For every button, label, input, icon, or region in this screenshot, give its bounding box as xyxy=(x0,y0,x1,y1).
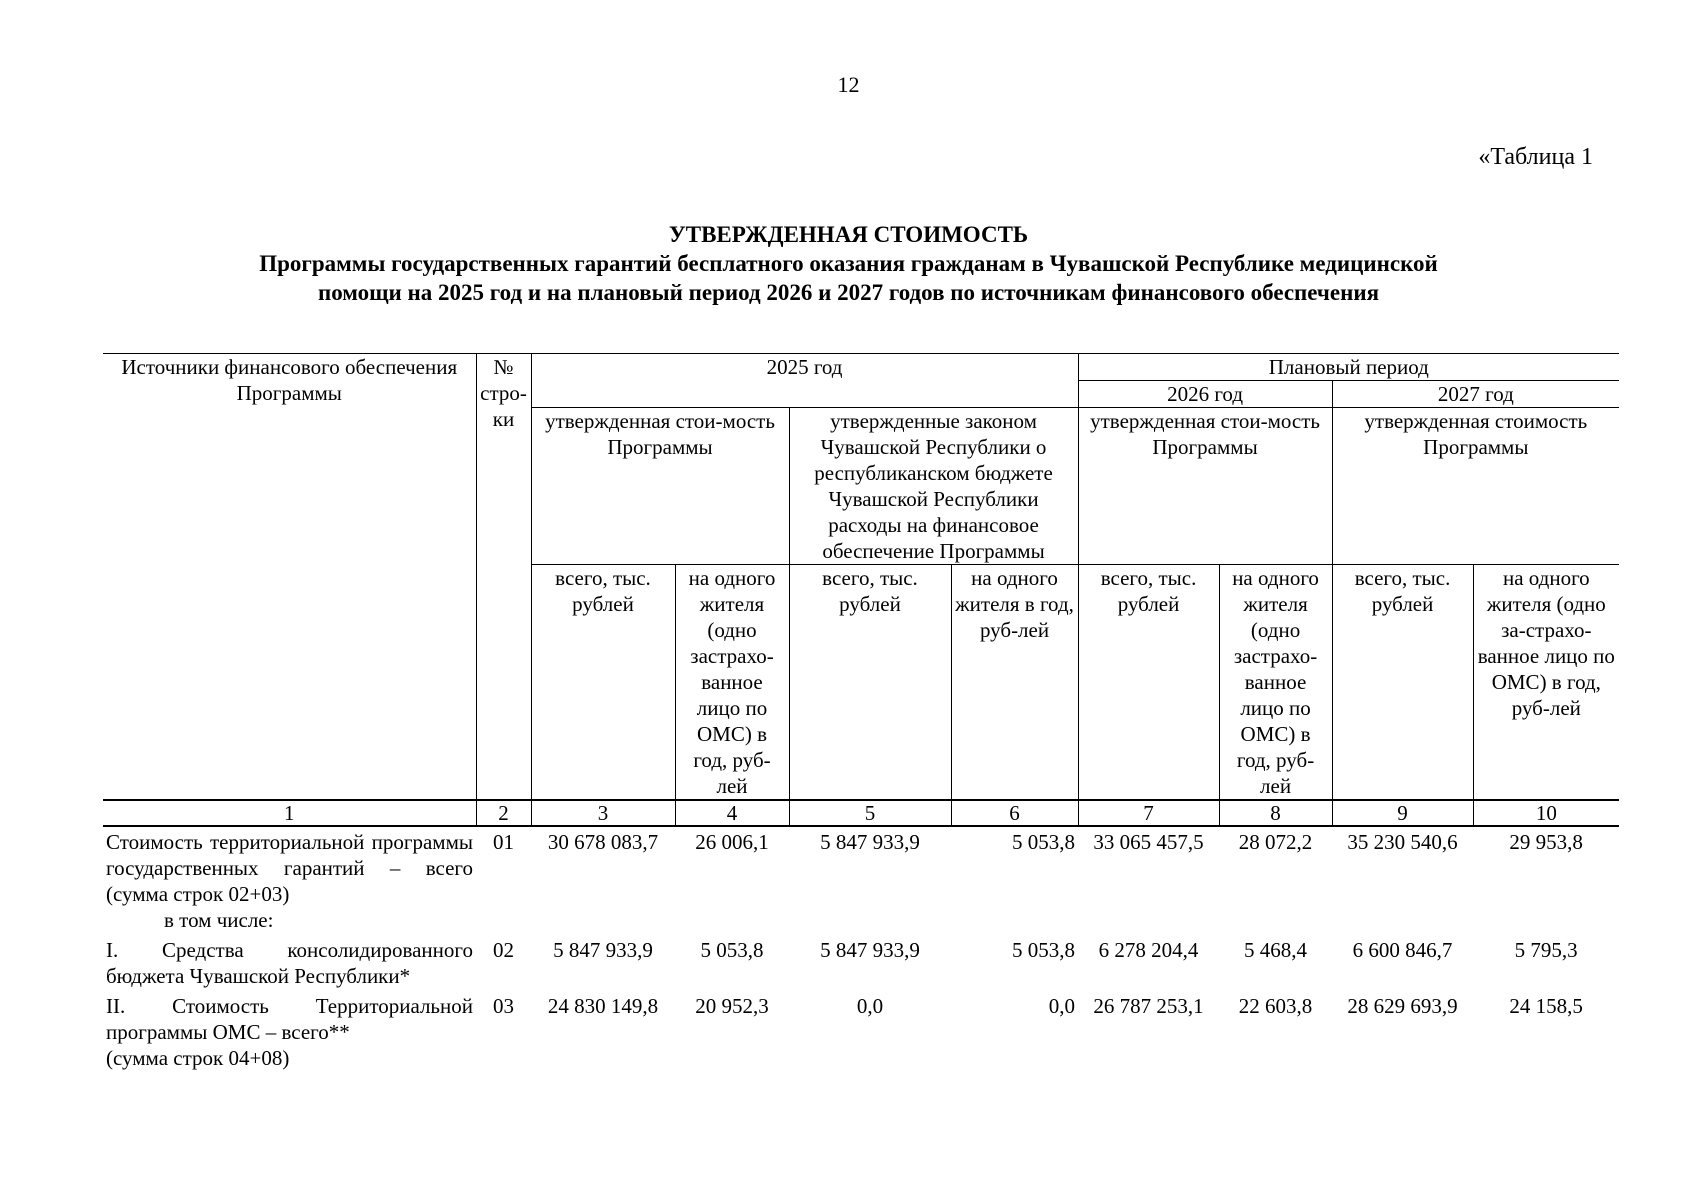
page-number: 12 xyxy=(837,72,860,97)
header-sources: Источники финансового обеспечения Программы xyxy=(103,354,476,801)
cell-value: 35 230 540,6 xyxy=(1347,830,1458,854)
row-name-text: Стоимость территориальной программы государственных гарантий – всего (сумма строк 02+03) xyxy=(106,830,473,906)
row-name xyxy=(103,826,476,933)
column-number: 3 xyxy=(531,800,675,826)
row-subtitle: в том числе: xyxy=(164,908,274,932)
table-row xyxy=(103,826,1619,933)
title-line-2: Программы государственных гарантий бесплатного оказания гражданам в Чувашской Республике медицинской xyxy=(259,251,1438,276)
column-number: 10 xyxy=(1473,800,1619,826)
column-number: 6 xyxy=(951,800,1078,826)
column-number: 5 xyxy=(789,800,951,826)
header-approved-by-law: утвержденные законом Чувашской Республики о республиканском бюджете Чувашской Республики расходы на финансовое обеспечение Программы xyxy=(789,408,1078,565)
cell-value: 5 847 933,9 xyxy=(820,938,920,962)
row-name-tail: (сумма строк 04+08) xyxy=(106,1046,290,1070)
cell-value: 28 072,2 xyxy=(1238,830,1313,854)
cell-value: 24 158,5 xyxy=(1509,994,1583,1018)
header-total-law: всего, тыс. рублей xyxy=(789,565,951,801)
cell-value: 22 603,8 xyxy=(1238,994,1313,1018)
cell-value: 5 468,4 xyxy=(1244,938,1308,962)
header-per-capita-2027: на одного жителя (одно за-страхо-ванное лицо по ОМС) в год, руб-лей xyxy=(1473,565,1619,801)
cell-value: 5 847 933,9 xyxy=(820,830,920,854)
row-name: I. Средства консолидированного бюджета Чувашской Республики* xyxy=(106,938,473,988)
cell-value: 0,0 xyxy=(856,994,884,1018)
table-label: «Таблица 1 xyxy=(1478,144,1593,170)
table-row xyxy=(103,989,1619,1071)
header-year-2026: 2026 год xyxy=(1078,381,1332,408)
row-number: 02 xyxy=(493,938,514,962)
cell-value: 33 065 457,5 xyxy=(1093,830,1204,854)
header-approved-cost-2025: утвержденная стои-мость Программы xyxy=(531,408,789,565)
row-number: 03 xyxy=(493,994,514,1018)
header-row-number: № стро-ки xyxy=(476,354,531,801)
row-name xyxy=(103,989,476,1071)
row-number: 01 xyxy=(493,830,514,854)
column-number: 7 xyxy=(1078,800,1219,826)
cell-value: 0,0 xyxy=(1048,994,1076,1018)
header-per-capita-2026: на одного жителя (одно застрахо-ванное лицо по ОМС) в год, руб-лей xyxy=(1219,565,1332,801)
cell-value: 20 952,3 xyxy=(695,994,769,1018)
cell-value: 24 830 149,8 xyxy=(547,994,659,1018)
header-approved-cost-2027: утвержденная стоимость Программы xyxy=(1332,408,1619,565)
column-number: 4 xyxy=(675,800,789,826)
title-line-1: УТВЕРЖДЕННАЯ СТОИМОСТЬ xyxy=(668,222,1029,247)
header-per-capita-2025: на одного жителя (одно застрахо-ванное лицо по ОМС) в год, руб-лей xyxy=(675,565,789,801)
cell-value: 26 006,1 xyxy=(695,830,769,854)
row-name-text: II. Стоимость Территориальной программы ОМС – всего** xyxy=(106,994,473,1044)
cell-value: 6 600 846,7 xyxy=(1352,938,1453,962)
header-planned-period: Плановый период xyxy=(1078,354,1619,381)
document-title xyxy=(0,220,1697,307)
cell-value: 30 678 083,7 xyxy=(547,830,659,854)
cell-value: 26 787 253,1 xyxy=(1093,994,1204,1018)
cell-value: 5 053,8 xyxy=(1012,830,1076,854)
header-total-2025: всего, тыс. рублей xyxy=(531,565,675,801)
title-line-3: помощи на 2025 год и на плановый период 2026 и 2027 годов по источникам финансового обеспечения xyxy=(317,280,1380,305)
header-year-2025: 2025 год xyxy=(531,354,1078,408)
cost-table xyxy=(103,353,1619,1071)
header-year-2027: 2027 год xyxy=(1332,381,1619,408)
header-total-2026: всего, тыс. рублей xyxy=(1078,565,1219,801)
cell-value: 28 629 693,9 xyxy=(1347,994,1458,1018)
column-number: 9 xyxy=(1332,800,1473,826)
cell-value: 5 053,8 xyxy=(1012,938,1076,962)
header-per-capita-law: на одного жителя в год, руб-лей xyxy=(951,565,1078,801)
header-approved-cost-2026: утвержденная стои-мость Программы xyxy=(1078,408,1332,565)
table-row xyxy=(103,933,1619,989)
cell-value: 5 053,8 xyxy=(700,938,764,962)
column-number: 1 xyxy=(103,800,476,826)
cell-value: 6 278 204,4 xyxy=(1098,938,1199,962)
cell-value: 5 847 933,9 xyxy=(553,938,653,962)
header-total-2027: всего, тыс. рублей xyxy=(1332,565,1473,801)
column-number: 8 xyxy=(1219,800,1332,826)
cell-value: 29 953,8 xyxy=(1509,830,1583,854)
column-number: 2 xyxy=(476,800,531,826)
cell-value: 5 795,3 xyxy=(1514,938,1578,962)
